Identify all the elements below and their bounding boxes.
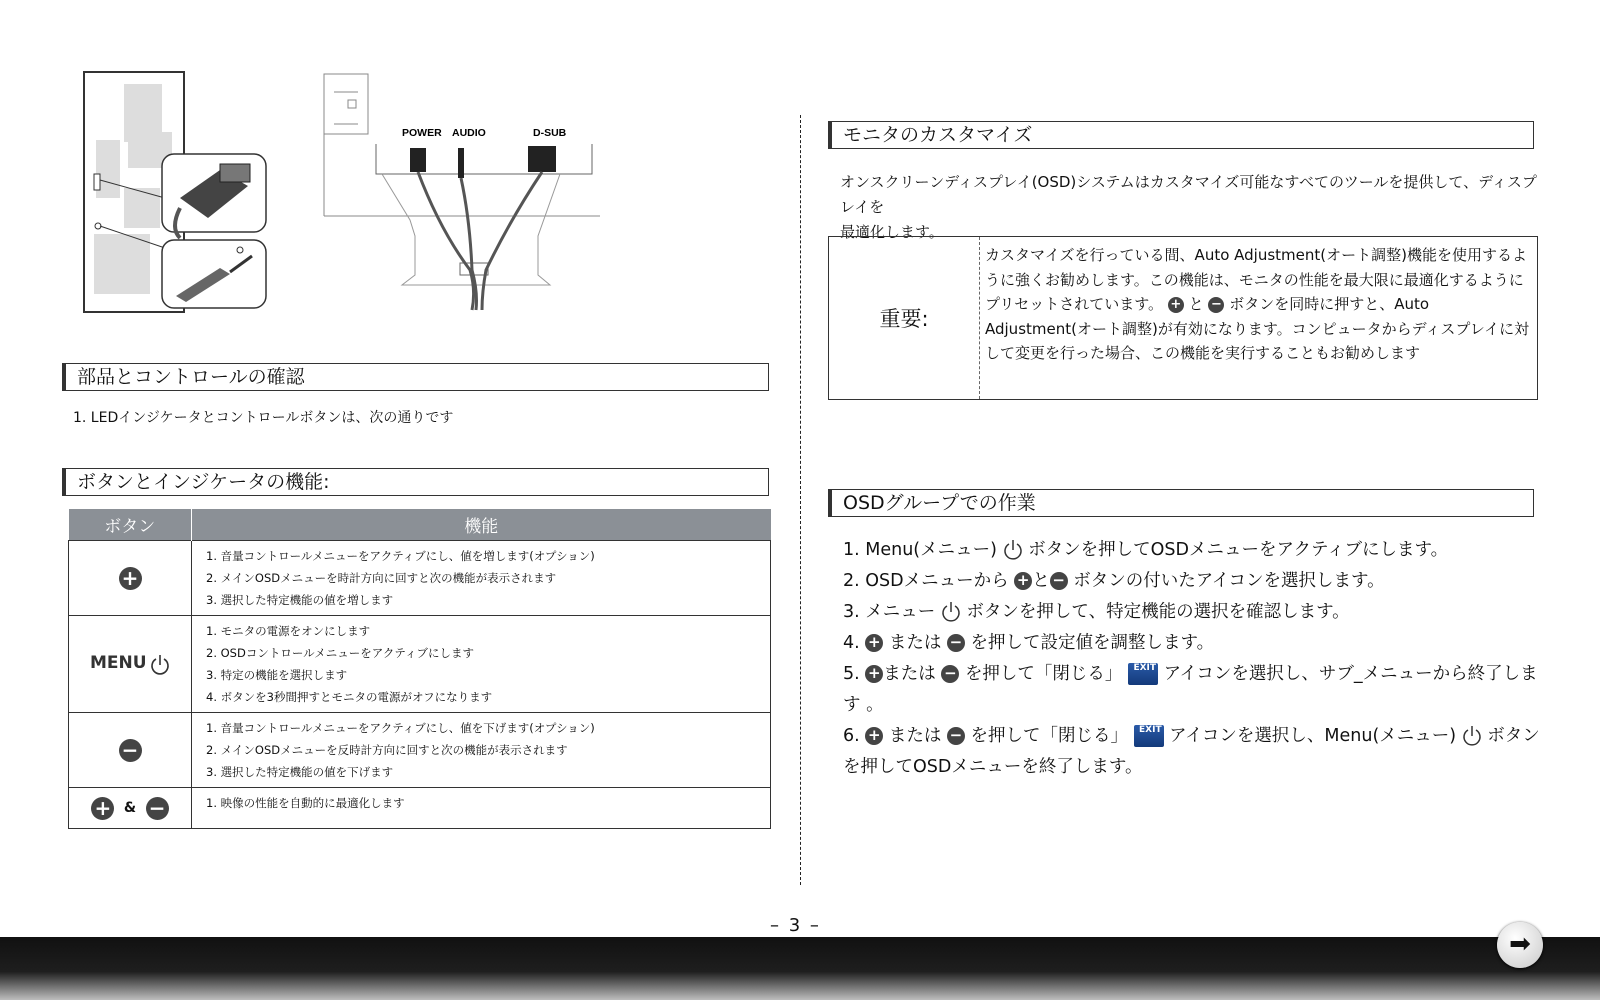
button-function-table [68,509,771,829]
minus-icon: − [1208,297,1224,313]
list-item [843,628,1543,659]
step-text: を押して「閉じる」 [970,726,1129,746]
step-text: ボタンを押してOSDメニューを終了します。 [843,726,1540,777]
exit-icon: EXIT [1128,663,1158,685]
step-text: ボタンの付いたアイコンを選択します。 [1073,571,1385,591]
step-text: 6. [843,726,860,746]
step-text: 3. メニュー [843,602,936,622]
step-text: アイコンを選択し、サブ_メニューから終了します 。 [843,664,1538,715]
plus-icon: + [865,727,883,745]
power-icon [150,654,170,676]
step-text: アイコンを選択し、Menu(メニュー) [1169,726,1457,746]
plus-icon: + [1014,572,1032,590]
list-item [843,721,1543,783]
important-part-1: カスタマイズを行っている間、Auto Adjustment(オート調整)機能を使用するように強くお勧めします。この機能は、モニタの性能を最大限に最適化するようにプリセットされています。 [985,246,1527,313]
step-text: と [1032,571,1050,591]
section-title-button-functions [62,468,769,496]
list-item: 3. 選択した特定機能の値を増します [206,593,394,607]
section-title-text: ボタンとインジケータの機能: [77,471,330,493]
minus-icon: − [947,727,965,745]
table-row [69,713,771,788]
function-cell [192,541,771,616]
list-item: 4. ボタンを3秒間押すとモニタの電源がオフになります [206,690,493,704]
plus-icon: + [91,797,114,820]
step-text: を押して「閉じる」 [964,664,1123,684]
step-text: ボタンを押して、特定機能の選択を確認します。 [966,602,1350,622]
section-title-text: 部品とコントロールの確認 [77,366,305,388]
menu-button-label: MENU [89,652,147,673]
power-icon [1003,539,1023,561]
section-title-parts-controls [62,363,769,391]
exit-icon: EXIT [1134,725,1164,747]
footer-bar [0,937,1600,1000]
list-item [843,566,1543,597]
arrow-right-icon: ➡ [1509,929,1531,959]
list-item [843,597,1543,628]
plus-icon: + [865,634,883,652]
list-item: 1. モニタの電源をオンにします [206,624,371,638]
function-cell [192,713,771,788]
list-item: 2. OSDコントロールメニューをアクティブにします [206,646,474,660]
osd-intro-line-1: オンスクリーンディスプレイ(OSD)システムはカスタマイズ可能なすべてのツールを提供して、ディスプレイを [840,173,1537,216]
list-item: 1. 映像の性能を自動的に最適化します [206,796,405,810]
function-cell [192,788,771,829]
important-part-2: ボタンを同時に押すと、Auto Adjustment(オート調整)が有効になります。コンピュータからディスプレイに対して変更を行った場合、この機能を実行することもお勧めします [985,295,1530,362]
plus-icon: + [119,567,142,590]
step-text: ボタンを押してOSDメニューをアクティブにします。 [1028,540,1449,560]
section-title-text: OSDグループでの作業 [843,492,1036,514]
power-icon [941,601,961,623]
plus-button-cell [69,541,192,616]
list-item [843,659,1543,721]
minus-icon: − [146,797,169,820]
dsub-port-label: D-SUB [533,127,567,139]
page-number: – 3 – [770,915,821,936]
list-item: 2. メインOSDメニューを反時計方向に回すと次の機能が表示されます [206,743,568,757]
monitor-side-connector-illustration [80,68,275,318]
list-item: 2. メインOSDメニューを時計方向に回すと次の機能が表示されます [206,571,557,585]
menu-button-cell [69,616,192,713]
osd-steps-list [843,535,1543,783]
column-divider [800,115,801,885]
step-text: 1. Menu(メニュー) [843,540,997,560]
table-header-function: 機能 [192,509,771,541]
section-title-osd-group [828,489,1534,517]
table-header-button: ボタン [69,509,192,541]
table-row [69,788,771,829]
list-item: 1. 音量コントロールメニューをアクティブにし、値を増します(オプション) [206,549,595,563]
power-port-label: POWER [402,127,442,139]
step-text: または [888,726,942,746]
minus-icon: − [941,665,959,683]
step-text: を押して設定値を調整します。 [970,633,1215,653]
minus-icon: − [119,739,142,762]
step-text: 4. [843,633,860,653]
step-text: 2. OSDメニューから [843,571,1009,591]
list-item [843,535,1543,566]
list-item: 3. 特定の機能を選択します [206,668,348,682]
plus-icon: + [1168,297,1184,313]
important-note-box [828,236,1538,400]
list-item: 3. 選択した特定機能の値を下げます [206,765,394,779]
section-title-monitor-customize [828,121,1534,149]
audio-port-label: AUDIO [452,127,486,139]
monitor-rear-cables-illustration [320,70,610,315]
next-page-button[interactable] [1497,922,1543,968]
important-label: 重要: [829,237,980,399]
table-row [69,616,771,713]
important-note-text [985,243,1533,366]
function-cell [192,616,771,713]
step-text: または [883,664,936,684]
led-indicator-note: 1. LEDインジケータとコントロールボタンは、次の通りです [73,410,454,426]
power-icon [1462,725,1482,747]
plus-icon: + [865,665,883,683]
step-text: または [888,633,942,653]
important-and: と [1188,295,1204,313]
step-text: 5. [843,664,860,684]
minus-icon: − [947,634,965,652]
osd-intro-line-2: 最適化します。 [840,223,944,241]
ampersand: & [123,800,137,816]
minus-icon: − [1050,572,1068,590]
section-title-text: モニタのカスタマイズ [843,124,1033,146]
table-row [69,541,771,616]
osd-intro-text [840,170,1540,245]
table-header-row [69,509,771,541]
list-item: 1. 音量コントロールメニューをアクティブにし、値を下げます(オプション) [206,721,595,735]
minus-button-cell [69,713,192,788]
plus-and-minus-button-cell [69,788,192,829]
